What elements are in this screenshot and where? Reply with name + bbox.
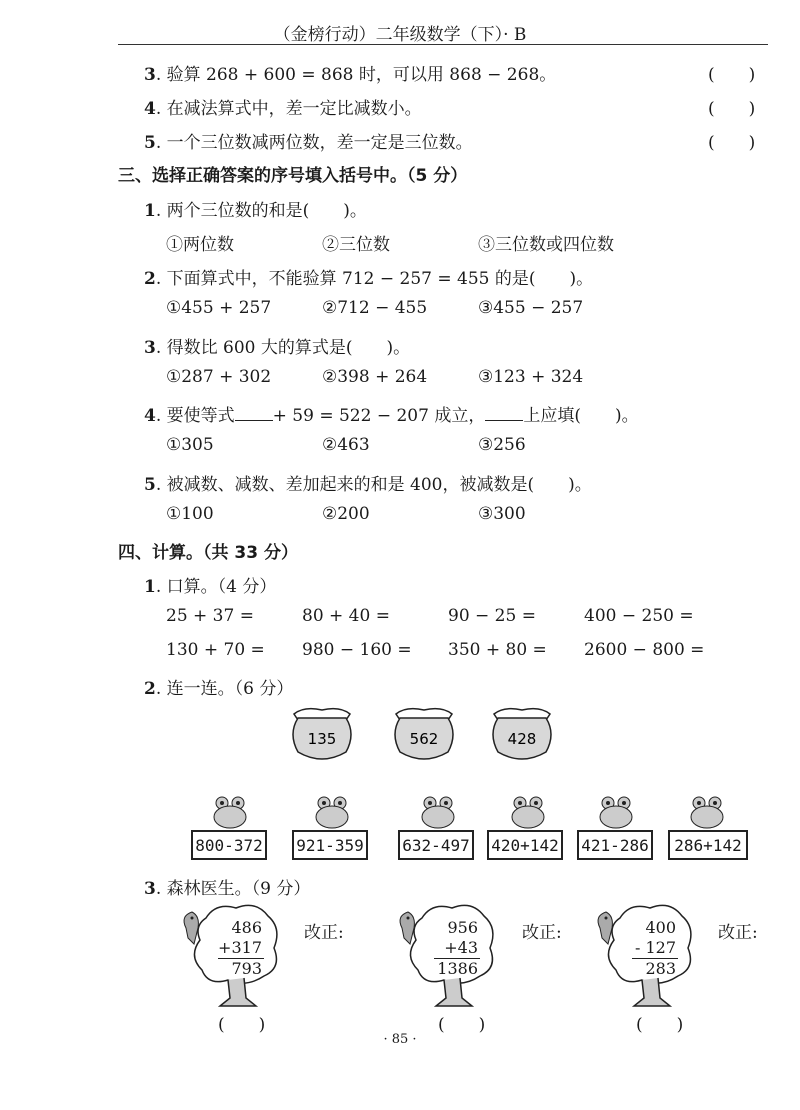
option[interactable]: ①100 (166, 504, 214, 524)
oral-item[interactable]: 80 + 40 = (302, 606, 390, 626)
expression-box[interactable]: 800-372 (191, 830, 267, 860)
item-number: 2 (144, 679, 156, 699)
flowerpot-icon[interactable] (484, 706, 560, 766)
item-text: . 一个三位数减两位数，差一定是三位数。 (155, 133, 473, 153)
choice-q2 (144, 264, 593, 289)
flowerpot-icon[interactable] (284, 706, 360, 766)
match-label (144, 674, 293, 699)
addend-a: 486 (231, 918, 262, 937)
oral-item[interactable]: 2600 − 800 = (584, 640, 705, 660)
judge-item-5 (144, 128, 473, 153)
frog-icon (591, 795, 641, 831)
item-text: . 森林医生。（9 分） (155, 879, 311, 899)
judge-paren[interactable]: ( ) (636, 1015, 684, 1035)
option[interactable]: ①455 + 257 (166, 298, 272, 318)
item-number: 3 (144, 338, 156, 358)
judge-paren[interactable]: ( ) (438, 1015, 486, 1035)
item-number: 4 (144, 99, 156, 119)
oral-item[interactable]: 90 − 25 = (448, 606, 536, 626)
frog-icon (682, 795, 732, 831)
subtrahend: - 127 (634, 938, 676, 957)
header-rule (118, 44, 768, 45)
item-number: 4 (144, 406, 156, 426)
item-number: 2 (144, 269, 156, 289)
option[interactable]: ①两位数 (166, 235, 234, 255)
choice-q5 (144, 470, 592, 495)
option[interactable]: ③三位数或四位数 (478, 235, 614, 255)
result: 1386 (437, 959, 478, 978)
addend-b: +317 (218, 938, 262, 957)
option[interactable]: ②398 + 264 (322, 367, 428, 387)
choice-q1 (144, 196, 367, 221)
item-number: 5 (144, 133, 156, 153)
answer-paren[interactable]: ( ) (708, 65, 756, 85)
choice-q3 (144, 333, 410, 358)
option[interactable]: ①305 (166, 435, 214, 455)
oral-item[interactable]: 400 − 250 = (584, 606, 694, 626)
flowerpot-icon[interactable] (386, 706, 462, 766)
item-text: 上应填( )。 (523, 406, 639, 426)
doctor-label (144, 874, 310, 899)
expression-box[interactable]: 420+142 (487, 830, 563, 860)
option[interactable]: ③256 (478, 435, 526, 455)
option[interactable]: ②463 (322, 435, 370, 455)
pot-number: 135 (307, 730, 337, 748)
oral-item[interactable]: 25 + 37 = (166, 606, 254, 626)
answer-paren[interactable]: ( ) (708, 133, 756, 153)
item-text: . 连一连。（6 分） (155, 679, 294, 699)
option[interactable]: ①287 + 302 (166, 367, 272, 387)
option[interactable]: ③455 − 257 (478, 298, 584, 318)
item-text: . 在减法算式中，差一定比减数小。 (155, 99, 422, 119)
addend-a: 956 (447, 918, 478, 937)
choice-q4 (144, 401, 639, 426)
result: 793 (231, 959, 262, 978)
frog-icon (413, 795, 463, 831)
item-text: . 口算。（4 分） (155, 577, 277, 597)
judge-paren[interactable]: ( ) (218, 1015, 266, 1035)
frog-icon (205, 795, 255, 831)
minuend: 400 (645, 918, 676, 937)
expression-box[interactable]: 921-359 (292, 830, 368, 860)
oral-item[interactable]: 130 + 70 = (166, 640, 265, 660)
item-text: . 得数比 600 大的算式是( )。 (155, 338, 411, 358)
correction-label[interactable]: 改正: (718, 923, 758, 943)
item-number: 1 (144, 577, 156, 597)
item-text: . 下面算式中，不能验算 712 − 257 = 455 的是( )。 (155, 269, 594, 289)
judge-item-4 (144, 94, 422, 119)
option[interactable]: ③300 (478, 504, 526, 524)
section-3-title: 三、选择正确答案的序号填入括号中。（5 分） (118, 166, 468, 186)
addend-b: +43 (444, 938, 478, 957)
item-number: 5 (144, 475, 156, 495)
item-text: . 两个三位数的和是( )。 (155, 201, 367, 221)
item-text: . 要使等式 (155, 406, 235, 426)
correction-label[interactable]: 改正: (522, 923, 562, 943)
item-text: . 被减数、减数、差加起来的和是 400，被减数是( )。 (155, 475, 592, 495)
expression-box[interactable]: 421-286 (577, 830, 653, 860)
pot-number: 428 (507, 730, 537, 748)
answer-paren[interactable]: ( ) (708, 99, 756, 119)
oral-item[interactable]: 350 + 80 = (448, 640, 547, 660)
item-text: . 验算 268 + 600 = 868 时，可以用 868 − 268。 (155, 65, 557, 85)
page-header: （金榜行动）二年级数学（下）· B (273, 25, 527, 45)
expression-box[interactable]: 286+142 (668, 830, 748, 860)
judge-item-3 (144, 60, 556, 85)
result: 283 (645, 959, 676, 978)
frog-icon (307, 795, 357, 831)
expression-box[interactable]: 632-497 (398, 830, 474, 860)
option[interactable]: ②200 (322, 504, 370, 524)
option[interactable]: ②三位数 (322, 235, 390, 255)
oral-calc-label (144, 572, 276, 597)
section-4-title: 四、计算。（共 33 分） (118, 543, 298, 563)
option[interactable]: ③123 + 324 (478, 367, 584, 387)
item-number: 3 (144, 65, 156, 85)
item-number: 3 (144, 879, 156, 899)
item-text: + 59 = 522 − 207 成立， (272, 406, 486, 426)
fill-blank[interactable] (485, 406, 523, 421)
item-number: 1 (144, 201, 156, 221)
oral-item[interactable]: 980 − 160 = (302, 640, 412, 660)
pot-number: 562 (409, 730, 439, 748)
correction-label[interactable]: 改正: (304, 923, 344, 943)
frog-icon (503, 795, 553, 831)
page-number: · 85 · (383, 1032, 417, 1047)
fill-blank[interactable] (235, 406, 273, 421)
option[interactable]: ②712 − 455 (322, 298, 428, 318)
